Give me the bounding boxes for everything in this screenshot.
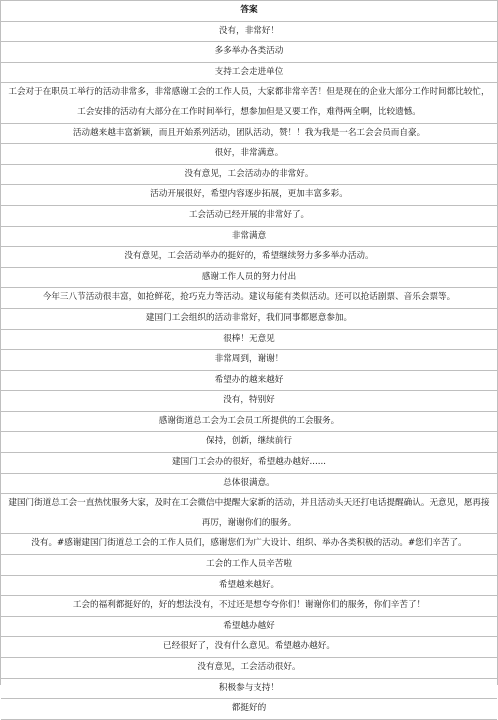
table-row: 建国门街道总工会一直热忱服务大家，及时在工会微信中提醒大家新的活动，并且活动头天还打电话提醒确认。无意见，愿再接再厉，谢谢你们的服务。 xyxy=(1,494,497,534)
table-row: 积极参与支持！ xyxy=(1,679,497,700)
table-row: 今年三八节活动很丰富，如抢鲜花，抢巧克力等活动。建议每能有类似活动。还可以抢话剧票、音乐会票等。 xyxy=(1,288,497,309)
table-row: 工会活动已经开展的非常好了。 xyxy=(1,206,497,227)
table-row: 工会的福利都挺好的，好的想法没有，不过还是想夸夸你们！谢谢你们的服务，你们辛苦了！ xyxy=(1,596,497,617)
table-row: 希望越办越好 xyxy=(1,617,497,638)
table-row: 多多举办各类活动 xyxy=(1,42,497,63)
table-row: 建国门工会组织的活动非常好，我们同事都愿意参加。 xyxy=(1,309,497,330)
table-row: 保持，创新，继续前行 xyxy=(1,432,497,453)
table-row: 没有意见，工会活动办的非常好。 xyxy=(1,165,497,186)
table-row: 很棒！无意见 xyxy=(1,330,497,351)
table-row: 非常满意 xyxy=(1,227,497,248)
table-row: 都挺好的 xyxy=(1,699,497,720)
table-row: 已经很好了，没有什么意见。希望越办越好。 xyxy=(1,637,497,658)
table-row: 没有，特别好 xyxy=(1,391,497,412)
table-row: 没有意见，工会活动举办的挺好的，希望继续努力多多举办活动。 xyxy=(1,247,497,268)
table-row: 没有。#感谢建国门街道总工会的工作人员们，感谢您们为广大设计、组织、举办各类积极的活动。#您们辛苦了。 xyxy=(1,534,497,555)
table-row: 希望越来越好。 xyxy=(1,576,497,597)
table-row: 非常周到，谢谢！ xyxy=(1,350,497,371)
table-row: 总体很满意。 xyxy=(1,474,497,495)
table-row: 希望办的越来越好 xyxy=(1,371,497,392)
table-header: 答案 xyxy=(1,1,497,22)
table-row: 很好，非常满意。 xyxy=(1,144,497,165)
table-row: 感谢工作人员的努力付出 xyxy=(1,268,497,289)
table-row: 没有意见，工会活动很好。 xyxy=(1,658,497,679)
table-row: 活动越来越丰富新颖，而且开始系列活动，团队活动，赞！！我为我是一名工会会员而自豪。 xyxy=(1,124,497,145)
table-row: 活动开展很好，希望内容逐步拓展，更加丰富多彩。 xyxy=(1,185,497,206)
table-row: 建国门工会办的很好，希望越办越好...... xyxy=(1,453,497,474)
table-row: 工会对于在职员工举行的活动非常多，非常感谢工会的工作人员，大家都非常辛苦！但是现在的企业大部分工作时间都比较忙，工会安排的活动有大部分在工作时间举行，想参加但是又要工作，难得两全啊，比较遗憾。 xyxy=(1,83,497,123)
table-row: 支持工会走进单位 xyxy=(1,63,497,84)
table-row: 感谢街道总工会为工会员工所提供的工会服务。 xyxy=(1,412,497,433)
table-row: 没有，非常好！ xyxy=(1,22,497,43)
table-row: 工会的工作人员辛苦啦 xyxy=(1,555,497,576)
